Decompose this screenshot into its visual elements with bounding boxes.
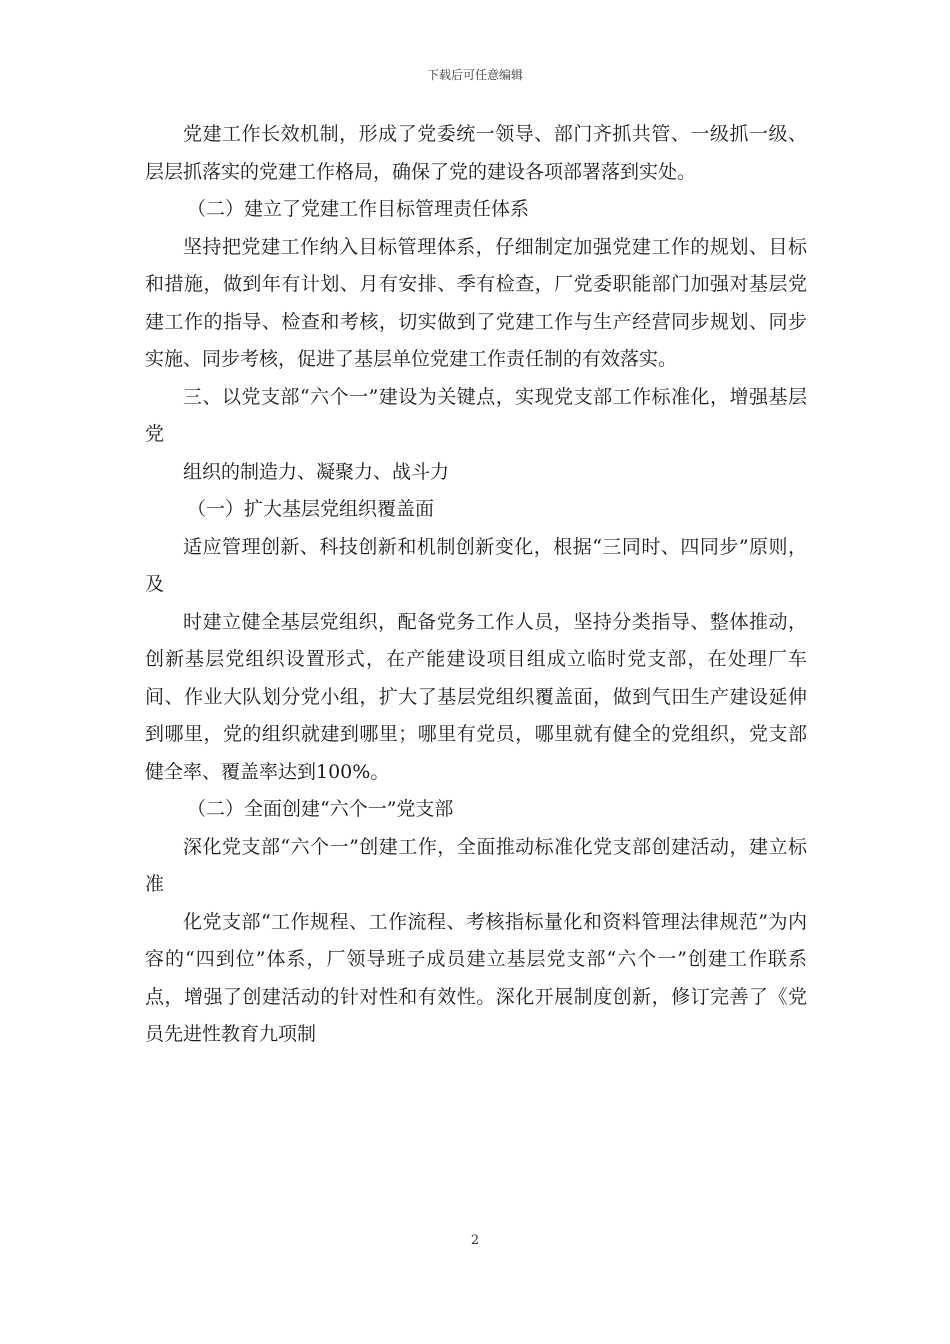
paragraph-1: 党建工作长效机制，形成了党委统一领导、部门齐抓共管、一级抓一级、层层抓落实的党建工作格局，确保了党的建设各项部署落到实处。	[145, 123, 807, 183]
paragraph-5: 深化党支部“六个一”创建工作，全面推动标准化党支部创建活动，建立标准	[145, 835, 807, 895]
document-body	[145, 116, 807, 1054]
page-header: 下载后可任意编辑	[426, 68, 523, 82]
section-heading-2: （二）建立了党建工作目标管理责任体系	[187, 198, 530, 220]
subsection-heading-1: （一）扩大基层党组织覆盖面	[187, 498, 435, 520]
paragraph-2: 坚持把党建工作纳入目标管理体系，仔细制定加强党建工作的规划、目标和措施，做到年有计划、月有安排、季有检查，厂党委职能部门加强对基层党建工作的指导、检查和考核，切实做到了党建工作与生产经营同步规划、同步实施、同步考核，促进了基层单位党建工作责任制的有效落实。	[145, 235, 807, 370]
section-heading-3-line-2: 组织的制造力、凝聚力、战斗力	[183, 460, 450, 483]
paragraph-6: 化党支部“工作规程、工作流程、考核指标量化和资料管理法律规范”为内容的“四到位”体系，厂领导班子成员建立基层党支部“六个一”创建工作联系点，增强了创建活动的针对性和有效性。深化开展制度创新，修订完善了《党员先进性教育九项制	[145, 910, 807, 1045]
subsection-heading-2: （二）全面创建“六个一”党支部	[187, 798, 454, 820]
section-heading-3-line-1: 三、以党支部“六个一”建设为关键点，实现党支部工作标准化，增强基层党	[145, 385, 807, 445]
page-number: 2	[470, 1233, 480, 1248]
paragraph-4: 时建立健全基层党组织，配备党务工作人员，坚持分类指导、整体推动，创新基层党组织设置形式，在产能建设项目组成立临时党支部，在处理厂车间、作业大队划分党小组，扩大了基层党组织覆盖面，做到气田生产建设延伸到哪里，党的组织就建到哪里；哪里有党员，哪里就有健全的党组织，党支部健全率、覆盖率达到100%。	[145, 610, 807, 783]
paragraph-3: 适应管理创新、科技创新和机制创新变化，根据“三同时、四同步”原则，及	[145, 535, 807, 595]
